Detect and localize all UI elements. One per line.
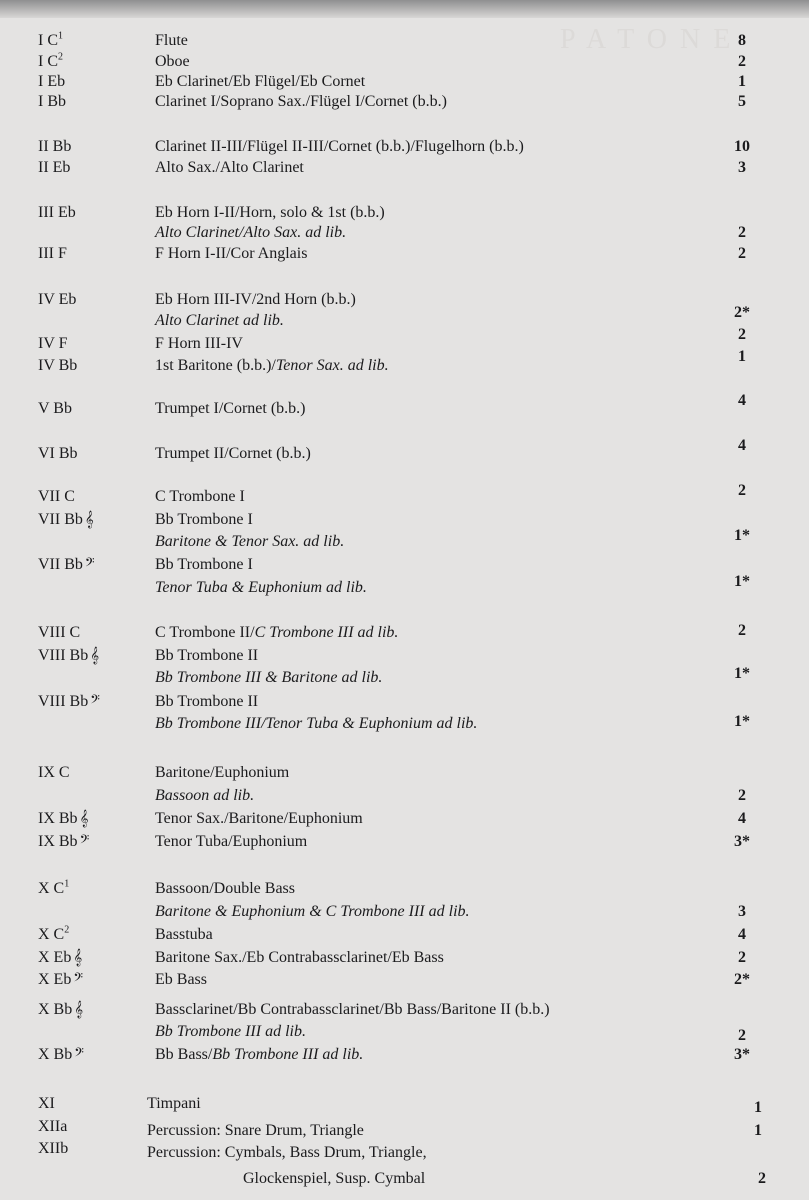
part-count: 2 (738, 622, 746, 639)
part-count: 2 (738, 224, 746, 241)
list-item (0, 91, 809, 113)
part-count: 2 (738, 245, 746, 262)
list-item (0, 202, 809, 224)
instrument-name: Percussion: Cymbals, Bass Drum, Triangle, (147, 1144, 427, 1161)
part-code: XIIa (38, 1118, 68, 1135)
instrument-name: Bassoon/Double Bass (155, 880, 295, 897)
treble-clef-icon: 𝄞 (74, 1002, 84, 1018)
instrument-name: Clarinet II-III/Flügel II-III/Cornet (b.b.)/Flugelhorn (b.b.) (155, 138, 524, 155)
part-count: 4 (738, 392, 746, 409)
part-code: III F (38, 245, 67, 262)
list-item (0, 667, 809, 689)
part-count: 3 (738, 159, 746, 176)
list-item (0, 808, 809, 830)
list-item (0, 157, 809, 179)
list-item (0, 554, 809, 576)
part-count: 2 (738, 482, 746, 499)
instrument-name: Bb Bass/Bb Trombone III ad lib. (155, 1046, 364, 1063)
instrument-name: Bb Trombone III & Baritone ad lib. (155, 669, 383, 686)
list-item (0, 509, 809, 531)
part-count: 1* (734, 713, 750, 730)
instrument-name: Bb Trombone I (155, 556, 253, 573)
list-item (0, 762, 809, 784)
part-code: IV Eb (38, 291, 77, 308)
part-code: XIIb (38, 1140, 69, 1157)
part-code: VI Bb (38, 445, 78, 462)
bass-clef-icon: 𝄢 (79, 834, 90, 850)
instrument-name: Timpani (147, 1095, 201, 1112)
part-code: II Bb (38, 138, 72, 155)
part-code: IV F (38, 335, 68, 352)
part-count: 10 (734, 138, 750, 155)
part-code: III Eb (38, 204, 76, 221)
instrument-name: Alto Clarinet/Alto Sax. ad lib. (155, 224, 347, 241)
instrument-name: Bb Trombone II (155, 647, 259, 664)
instrument-name: Trumpet I/Cornet (b.b.) (155, 400, 306, 417)
instrument-name: Baritone Sax./Eb Contrabassclarinet/Eb Bass (155, 949, 444, 966)
part-code: VIII Bb 𝄢 (38, 693, 100, 710)
part-count: 8 (738, 32, 746, 49)
instrument-name: Eb Horn III-IV/2nd Horn (b.b.) (155, 291, 356, 308)
instrument-name: F Horn III-IV (155, 335, 243, 352)
part-code: VIII Bb 𝄞 (38, 647, 100, 664)
part-count: 3* (734, 1046, 750, 1063)
part-count: 3* (734, 833, 750, 850)
list-item (0, 437, 809, 465)
part-count: 1 (738, 73, 746, 90)
list-item (0, 527, 809, 553)
part-code: IX Bb 𝄞 (38, 810, 89, 827)
treble-clef-icon: 𝄞 (73, 950, 83, 966)
list-item (0, 785, 809, 807)
part-count: 3 (738, 903, 746, 920)
instrument-name: Clarinet I/Soprano Sax./Flügel I/Cornet (b.b.) (155, 93, 447, 110)
list-item (0, 1093, 809, 1115)
part-count: 2 (738, 949, 746, 966)
list-item (0, 969, 809, 991)
list-item (0, 1021, 809, 1043)
instrument-name: Oboe (155, 53, 190, 70)
instrument-name: Bb Trombone I (155, 511, 253, 528)
instrument-name: Bassclarinet/Bb Contrabassclarinet/Bb Bass/Baritone II (b.b.) (155, 1001, 550, 1018)
part-code: X Bb 𝄢 (38, 1046, 84, 1063)
bass-clef-icon: 𝄢 (84, 557, 95, 573)
part-code: VII C (38, 488, 75, 505)
part-count: 1 (738, 348, 746, 365)
instrument-name: Tenor Tuba/Euphonium (155, 833, 308, 850)
bass-clef-icon: 𝄢 (90, 694, 100, 710)
instrument-name: C Trombone I (155, 488, 245, 505)
instrument-name: Eb Horn I-II/Horn, solo & 1st (b.b.) (155, 204, 385, 221)
part-code: X $C^1$ (38, 878, 70, 897)
instrument-name: Eb Clarinet/Eb Flügel/Eb Cornet (155, 73, 366, 90)
list-item (0, 243, 809, 265)
instrument-name: Percussion: Snare Drum, Triangle (147, 1122, 364, 1139)
part-code: X $C^2$ (38, 924, 70, 943)
instrument-name: Flute (155, 32, 188, 49)
bass-clef-icon: 𝄢 (73, 972, 83, 988)
list-item (0, 691, 809, 713)
part-count: 2 (738, 53, 746, 70)
part-count: 2 (738, 326, 746, 343)
treble-clef-icon: 𝄞 (90, 648, 100, 664)
part-code: X Bb 𝄞 (38, 1001, 84, 1018)
part-count: 1* (734, 573, 750, 590)
list-item (0, 1138, 809, 1160)
part-code: V Bb (38, 400, 72, 417)
part-code: IX C (38, 764, 70, 781)
list-item (0, 51, 809, 73)
bass-clef-icon: 𝄢 (74, 1047, 84, 1063)
part-count: 1 (754, 1099, 762, 1116)
part-code: I Bb (38, 93, 66, 110)
instrument-name: 1st Baritone (b.b.)/Tenor Sax. ad lib. (155, 357, 389, 374)
list-item (0, 645, 809, 667)
list-item (0, 901, 809, 923)
instrument-name: Trumpet II/Cornet (b.b.) (155, 445, 311, 462)
instrument-name: Basstuba (155, 926, 213, 943)
list-item (0, 222, 809, 244)
part-count: 1* (734, 527, 750, 544)
part-count: 4 (738, 926, 746, 943)
part-code: VIII C (38, 624, 81, 641)
part-count: 4 (738, 810, 746, 827)
instrument-name: C Trombone II/C Trombone III ad lib. (155, 624, 399, 641)
list-item (0, 947, 809, 969)
list-item (0, 348, 809, 377)
list-item (0, 878, 809, 900)
part-code: IX Bb 𝄢 (38, 833, 90, 850)
part-count: 2* (734, 971, 750, 988)
instrument-name: Bb Trombone II (155, 693, 259, 710)
show-through-heading: P A T O N E (560, 24, 734, 55)
instrument-name: Bb Trombone III ad lib. (155, 1023, 306, 1040)
list-item (0, 482, 809, 508)
part-count: 5 (738, 93, 746, 110)
part-count: 2 (738, 1027, 746, 1044)
list-item (0, 713, 809, 735)
list-item (0, 924, 809, 946)
list-item (0, 573, 809, 599)
instrument-name: Tenor Sax./Baritone/Euphonium (155, 810, 363, 827)
instrument-name: Alto Sax./Alto Clarinet (155, 159, 304, 176)
part-code: XI (38, 1095, 55, 1112)
list-item (0, 622, 809, 644)
instrument-name: Bassoon ad lib. (155, 787, 255, 804)
part-code: VII Bb 𝄞 (38, 511, 94, 528)
instrument-name: F Horn I-II/Cor Anglais (155, 245, 308, 262)
list-item (0, 289, 809, 311)
list-item (0, 304, 809, 332)
treble-clef-icon: 𝄞 (84, 512, 94, 528)
list-item (0, 831, 809, 853)
part-count: 4 (738, 437, 746, 454)
instrument-name: Bb Trombone III/Tenor Tuba & Euphonium ad lib. (155, 715, 478, 732)
part-code: X Eb 𝄢 (38, 971, 83, 988)
part-code: IV Bb (38, 357, 78, 374)
list-item (0, 999, 809, 1021)
instrument-name: Alto Clarinet ad lib. (155, 312, 284, 329)
list-item (0, 1116, 809, 1138)
part-code: I $C^1$ (38, 30, 63, 49)
list-item (0, 1168, 809, 1190)
list-item (0, 136, 809, 158)
part-code: II Eb (38, 159, 71, 176)
part-count: 2 (738, 787, 746, 804)
list-item (0, 326, 809, 355)
part-count: 1 (754, 1122, 762, 1139)
instrument-name: Glockenspiel, Susp. Cymbal (243, 1170, 426, 1187)
list-item (0, 392, 809, 420)
treble-clef-icon: 𝄞 (79, 811, 89, 827)
list-item (0, 30, 809, 52)
part-code: I $C^2$ (38, 51, 63, 70)
instrument-name: Baritone/Euphonium (155, 764, 290, 781)
part-count: 2* (734, 304, 750, 321)
list-item (0, 71, 809, 93)
part-code: VII Bb 𝄢 (38, 556, 95, 573)
instrument-name: Baritone & Tenor Sax. ad lib. (155, 533, 345, 550)
list-item (0, 1044, 809, 1066)
part-code: X Eb 𝄞 (38, 949, 83, 966)
part-count: 1* (734, 665, 750, 682)
part-count: 2 (758, 1170, 766, 1187)
instrument-name: Eb Bass (155, 971, 207, 988)
part-code: I Eb (38, 73, 66, 90)
instrument-name: Baritone & Euphonium & C Trombone III ad lib. (155, 903, 470, 920)
instrument-name: Tenor Tuba & Euphonium ad lib. (155, 579, 367, 596)
